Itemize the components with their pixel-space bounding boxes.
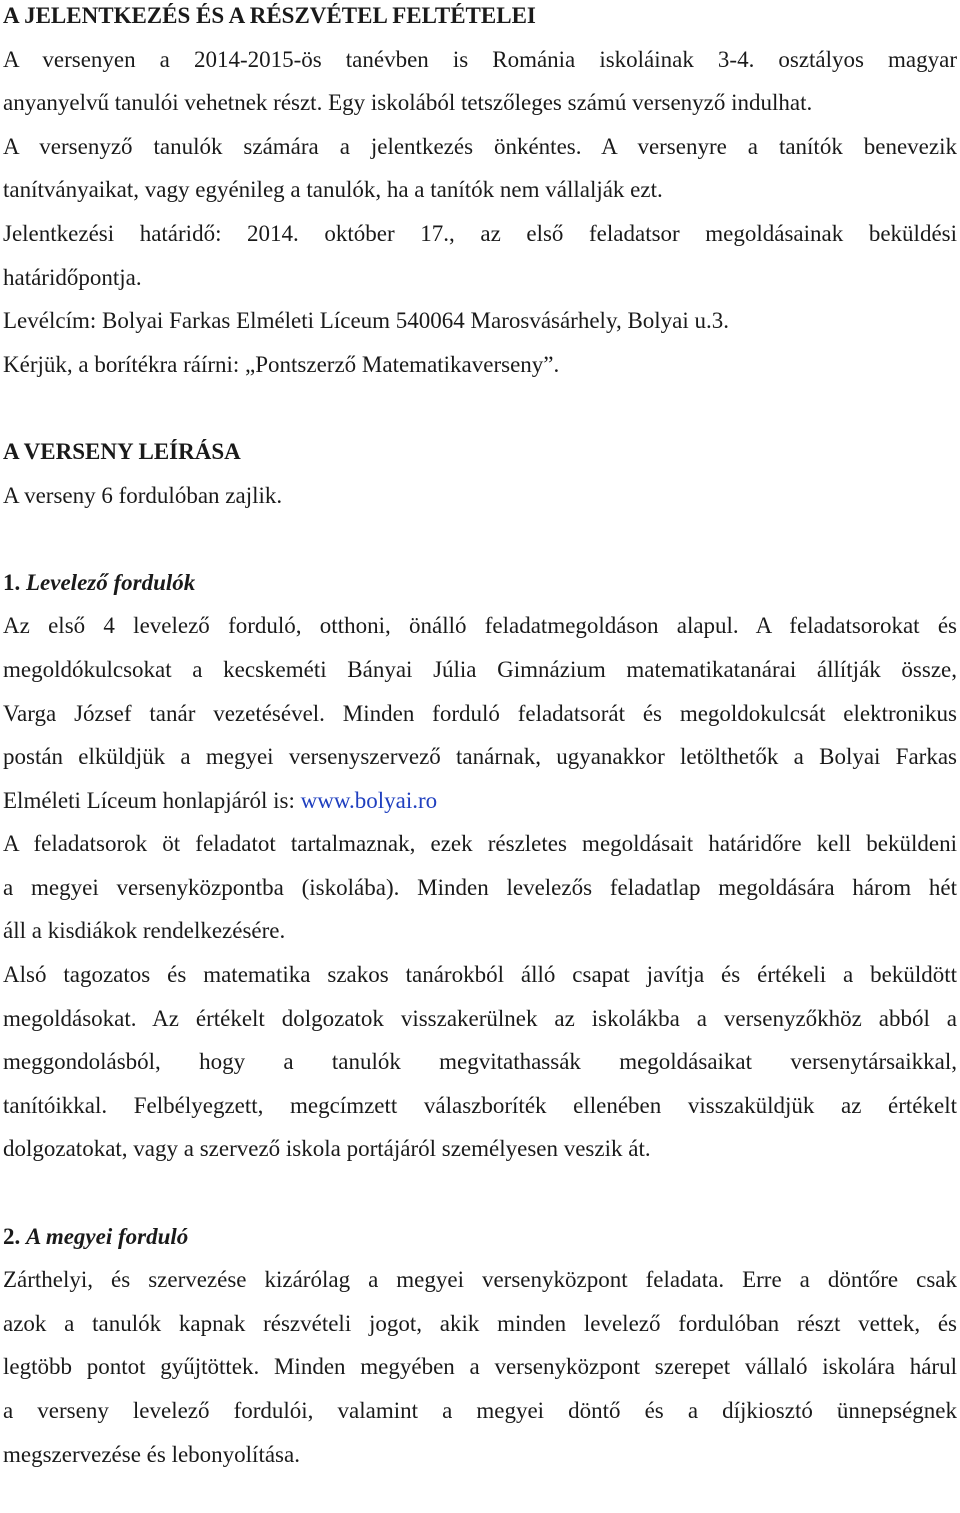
paragraph-line: azok a tanulók kapnak részvételi jogot, akik minden levelező fordulóban részt vettek, és [3,1310,957,1336]
paragraph-line: megszervezése és lebonyolítása. [3,1441,300,1467]
paragraph-line [3,779,957,823]
paragraph-line: A versenyen a 2014-2015-ös tanévben is Románia iskoláinak 3-4. osztályos magyar [3,46,957,72]
round1-heading [3,561,957,605]
paragraph-line: a megyei versenyközpontba (iskolába). Minden levelezős feladatlap megoldására három hét [3,874,957,900]
website-link[interactable]: www.bolyai.ro [300,787,438,813]
paragraph-line: anyanyelvű tanulói vehetnek részt. Egy iskolából tetszőleges számú versenyző indulhat. [3,90,813,116]
paragraph-line: meggondolásból, hogy a tanulók megvitathassák megoldásaikat versenytársaikkal, [3,1049,957,1075]
link-line-prefix: Elméleti Líceum honlapjáról is: [3,787,301,813]
paragraph-line: Az első 4 levelező forduló, otthoni, önálló feladatmegoldáson alapul. A feladatsorokat és [3,613,957,639]
paragraph-line: Varga József tanár vezetésével. Minden forduló feladatsorát és megoldokulcsát elektronikus [3,700,957,726]
spacer [3,386,957,430]
paragraph-line: a verseny levelező fordulói, valamint a megyei döntő és a díjkiosztó ünnepségnek [3,1398,957,1423]
description-intro: A verseny 6 fordulóban zajlik. [3,482,283,508]
round2-title: A megyei forduló [26,1223,189,1249]
paragraph-line: A versenyző tanulók számára a jelentkezés önkéntes. A versenyre a tanítók benevezik [3,133,957,159]
round2-heading [3,1215,957,1259]
paragraph-line: Alsó tagozatos és matematika szakos tanárokból álló csapat javítja és értékeli a beküldött [3,962,957,988]
paragraph-line: áll a kisdiákok rendelkezésére. [3,918,286,944]
paragraph-line: dolgozatokat, vagy a szervező iskola portájáról személyesen veszik át. [3,1136,651,1162]
round1-number: 1. [3,569,21,595]
paragraph-line: postán elküldjük a megyei versenyszervező tanárnak, ugyanakkor letölthetők a Bolyai Farkas [3,744,957,770]
paragraph-line: Jelentkezési határidő: 2014. október 17., az első feladatsor megoldásainak beküldési [3,220,957,246]
round1-title: Levelező fordulók [26,569,196,595]
section-heading-description: A VERSENY LEÍRÁSA [3,438,241,464]
section-heading-registration: A JELENTKEZÉS ÉS A RÉSZVÉTEL FELTÉTELEI [3,3,536,28]
paragraph-line: Zárthelyi, és szervezése kizárólag a megyei versenyközpont feladata. Erre a döntőre csak [3,1267,957,1293]
mailing-address: Levélcím: Bolyai Farkas Elméleti Líceum 540064 Marosvásárhely, Bolyai u.3. [3,308,730,334]
paragraph-line: határidőpontja. [3,264,142,290]
paragraph-line: megoldókulcsokat a kecskeméti Bányai Júlia Gimnázium matematikatanárai állítják össze, [3,656,957,682]
paragraph-line: tanítóikkal. Felbélyegzett, megcímzett válaszboríték ellenében visszaküldjük az értékelt [3,1092,957,1118]
paragraph-line: legtöbb pontot gyűjtöttek. Minden megyében a versenyközpont szerepet vállaló iskolára hárul [3,1354,957,1380]
spacer [3,1171,957,1215]
spacer [3,517,957,561]
round2-number: 2. [3,1223,21,1249]
paragraph-line: tanítványaikat, vagy egyénileg a tanulók, ha a tanítók nem vállalják ezt. [3,177,663,203]
paragraph-line: megoldásokat. Az értékelt dolgozatok visszakerülnek az iskolákba a versenyzőkhöz abból a [3,1005,957,1031]
envelope-note: Kérjük, a borítékra ráírni: „Pontszerző Matematikaverseny”. [3,351,560,377]
paragraph-line: A feladatsorok öt feladatot tartalmaznak, ezek részletes megoldásait határidőre kell beküldeni [3,831,957,857]
